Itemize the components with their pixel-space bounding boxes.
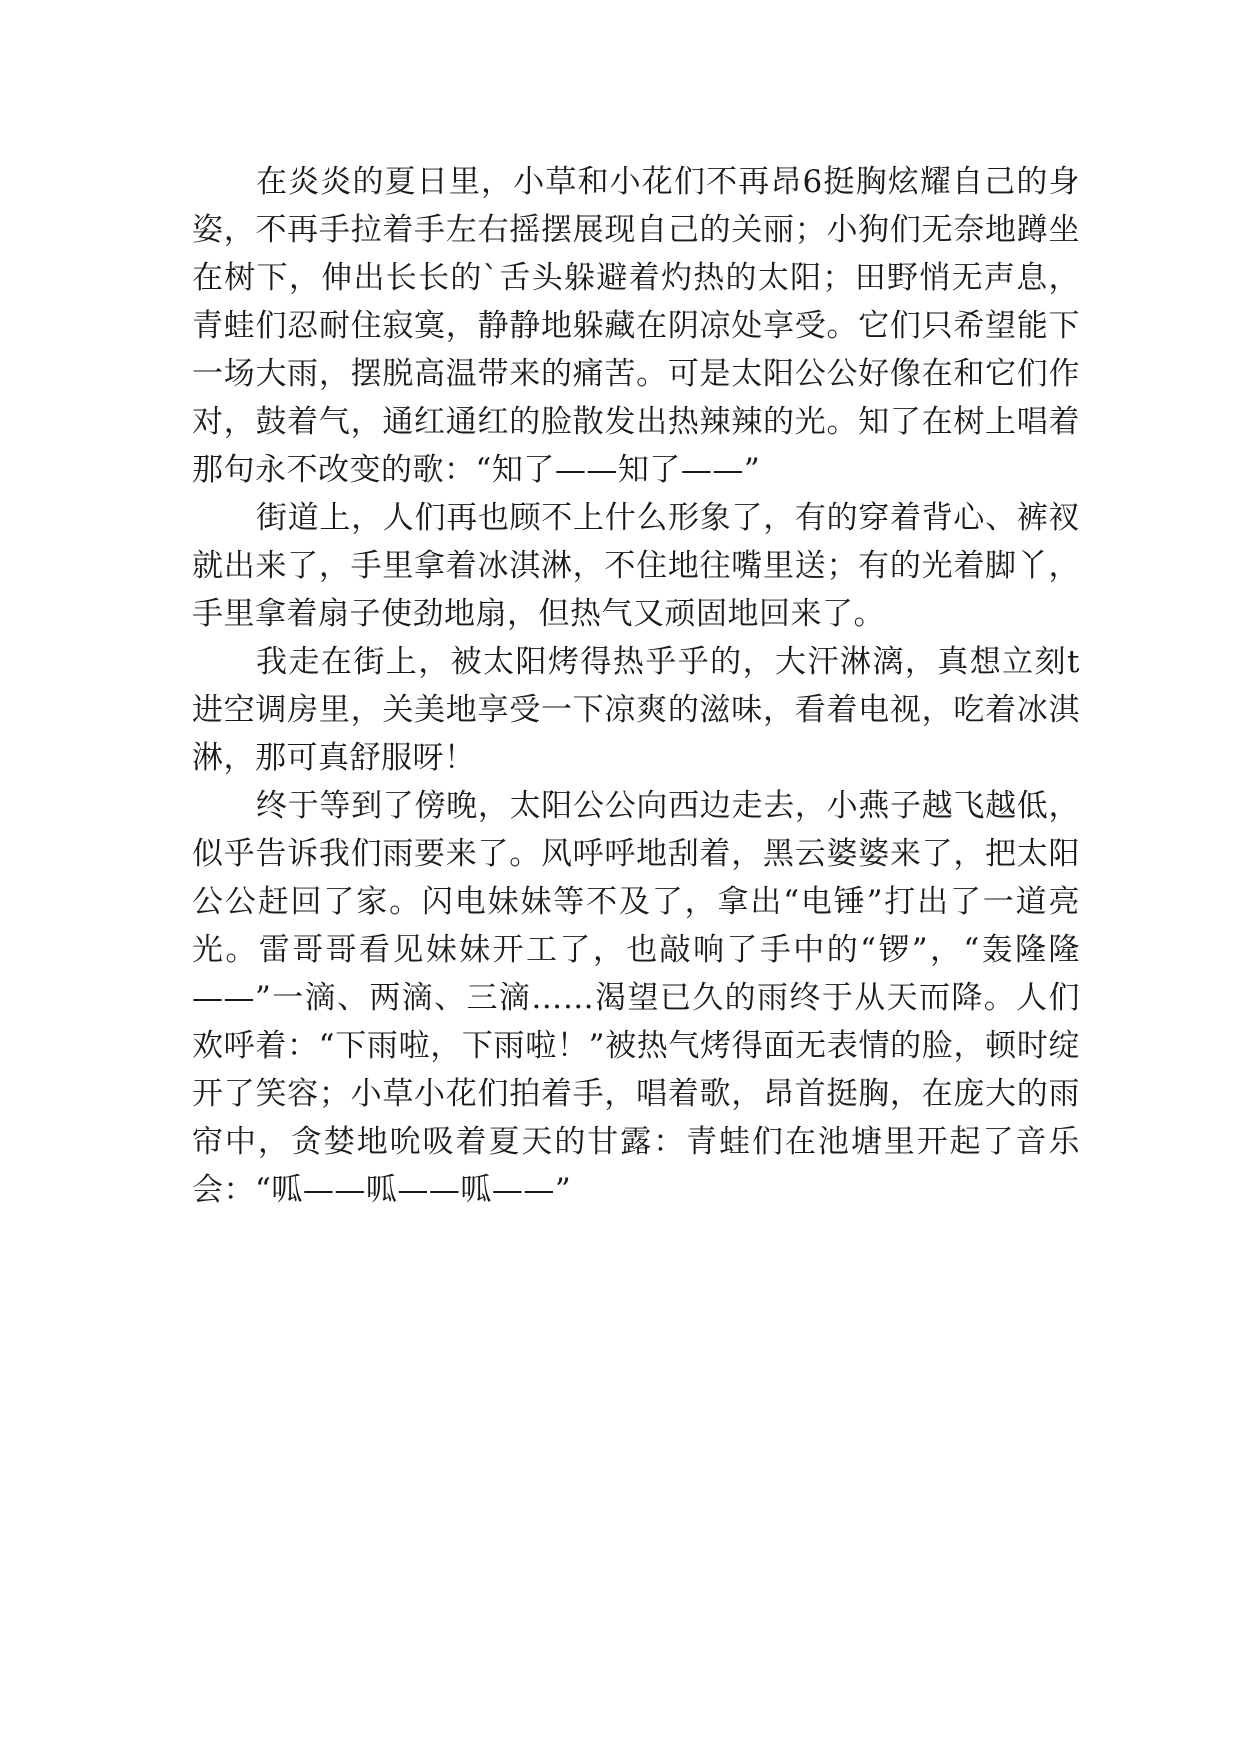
paragraph-street-people: 街道上，人们再也顾不上什么形象了，有的穿着背心、裤衩就出来了，手里拿着冰淇淋，不住地往嘴里送；有的光着脚丫，手里拿着扇子使劲地扇，但热气又顽固地回来了。	[192, 500, 1080, 632]
essay-body	[192, 158, 1080, 1214]
paragraph-evening-rain: 终于等到了傍晚，太阳公公向西边走去，小燕子越飞越低，似乎告诉我们雨要来了。风呼呼地刮着，黑云婆婆来了，把太阳公公赶回了家。闪电妹妹等不及了，拿出“电锤”打出了一道亮光。雷哥哥看见妹妹开工了，也敲响了手中的“锣”，“轰隆隆——”一滴、两滴、三滴……渴望已久的雨终于从天而降。人们欢呼着：“下雨啦，下雨啦！”被热气烤得面无表情的脸，顿时绽开了笑容；小草小花们拍着手，唱着歌，昂首挺胸，在庞大的雨帘中，贪婪地吮吸着夏天的甘露：青蛙们在池塘里开起了音乐会：“呱——呱——呱——”	[192, 788, 1080, 1208]
paragraph-walking-street: 我走在街上，被太阳烤得热乎乎的，大汗淋漓，真想立刻t进空调房里，关美地享受一下凉爽的滋味，看着电视，吃着冰淇淋，那可真舒服呀！	[192, 644, 1080, 776]
paragraph-summer-heat: 在炎炎的夏日里，小草和小花们不再昂6挺胸炫耀自己的身姿，不再手拉着手左右摇摆展现自己的关丽；小狗们无奈地蹲坐在树下，伸出长长的`舌头躲避着灼热的太阳；田野悄无声息，青蛙们忍耐住寂寞，静静地躲藏在阴凉处享受。它们只希望能下一场大雨，摆脱高温带来的痛苦。可是太阳公公好像在和它们作对，鼓着气，通红通红的脸散发出热辣辣的光。知了在树上唱着那句永不改变的歌：“知了——知了——”	[192, 164, 1080, 488]
